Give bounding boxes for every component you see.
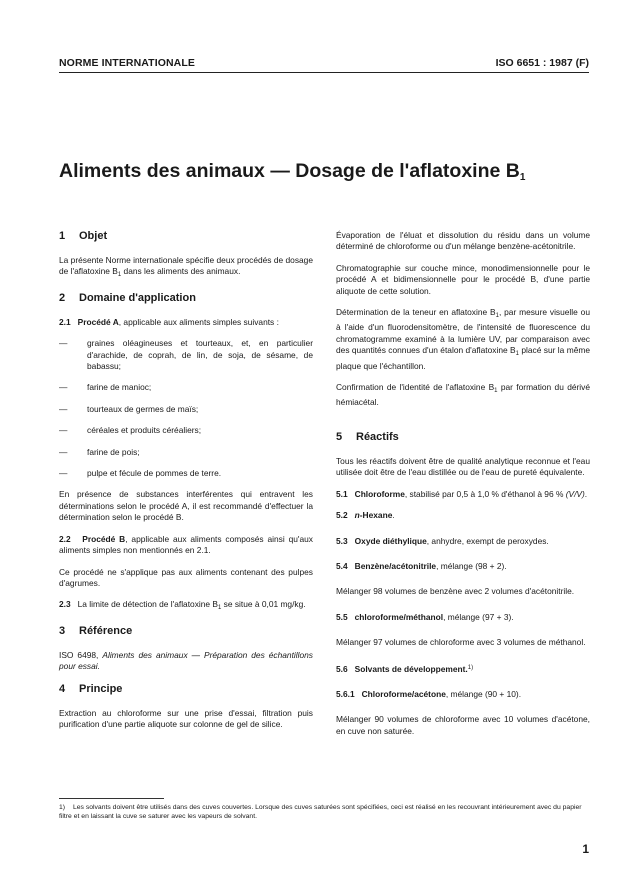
section-4-text: Extraction au chloroforme sur une prise d'essai, filtration puis purification d'une partie aliquote sur colonne de gel de silice. (59, 707, 313, 729)
reagent-5-6-1: 5.6.1 Chloroforme/acétone, mélange (90 + 10). (336, 688, 522, 699)
interference-note: En présence de substances interférentes qui entravent les déterminations selon le procédé A, il est recommandé d'effectuer la détermination selon le procédé B. (59, 489, 313, 523)
reagent-5-6: 5.6 Solvants de développement.$^{1)}$ (336, 663, 474, 674)
reagent-5-2: 5.2 n-Hexane. (336, 510, 395, 521)
clause-2-3: 2.3 La limite de détection de l'aflatoxine $B_1$ se situe à 0,01 mg/kg. (59, 599, 306, 612)
agrumes-note: Ce procédé ne s'applique pas aux aliments contenant des pulpes d'agrumes. (59, 566, 313, 588)
principle-evaporation: Évaporation de l'éluat et dissolution du résidu dans un volume déterminé de chloroforme ou d'un mélange benzène-acétonitrile. (336, 230, 590, 252)
section-1-text: La présente Norme internationale spécifie deux procédés de dosage de l'aflatoxine $B_1$ dans les aliments des animaux. (59, 255, 313, 279)
section-3-text: ISO 6498, Aliments des animaux — Préparation des échantillons pour essai. (59, 649, 313, 672)
left-column (59, 230, 313, 740)
header-standard-type: NORME INTERNATIONALE (59, 57, 195, 69)
principle-confirmation: Confirmation de l'identité de l'aflatoxine $B_1$ par formation du dérivé hémiacétal. (336, 382, 591, 408)
reagent-5-5-text: Mélanger 97 volumes de chloroforme avec 3 volumes de méthanol. (336, 637, 586, 648)
section-5-heading: 5 Réactifs (336, 430, 399, 443)
principle-determination: Détermination de la teneur en aflatoxine $B_1$, par mesure visuelle ou à l'aide d'un fluorodensitomètre, de l'intensité de fluorescence du chromatogramme examiné à la lumière UV, par comparaison avec des quantités connues d'un étalon d'aflatoxine $B_1$ placé sur la même plaque que l'échantillon. (336, 307, 590, 371)
section-3-heading: 3 Référence (59, 624, 133, 637)
reagent-5-6-1-text: Mélanger 90 volumes de chloroforme avec 10 volumes d'acétone, en cuve non saturée. (336, 714, 590, 736)
clause-2-1: 2.1 Procédé A, applicable aux aliments simples suivants : (59, 316, 279, 327)
section-4-heading: 4 Principe (59, 682, 123, 695)
document-title: Aliments des animaux — Dosage de l'aflatoxine $B_1$ (59, 160, 526, 183)
reagent-5-3: 5.3 Oxyde diéthylique, anhydre, exempt de peroxydes. (336, 535, 549, 546)
right-column (336, 230, 590, 747)
header-standard-number: ISO 6651 : 1987 (F) (495, 57, 589, 69)
list-item: — pulpe et fécule de pommes de terre. (59, 468, 222, 479)
reagent-5-4: 5.4 Benzène/acétonitrile, mélange (98 + 2). (336, 560, 507, 571)
list-item: — tourteaux de germes de maïs; (59, 403, 199, 414)
list-item: — graines oléagineuses et tourteaux, et, en particulier d'arachide, de coprah, de lin, de soja, de sésame, de babassu; (59, 338, 313, 372)
principle-chromatography: Chromatographie sur couche mince, monodimensionnelle pour le procédé A et bidimensionnelle pour le procédé B, d'une partie aliquote de cette solution. (336, 262, 590, 296)
footnote-rule (59, 798, 164, 799)
list-item: — céréales et produits céréaliers; (59, 425, 202, 436)
list-item: — farine de manioc; (59, 382, 152, 393)
reagent-5-1: 5.1 Chloroforme, stabilisé par 0,5 à 1,0 % d'éthanol à 96 % (V/V). (336, 488, 588, 499)
reagent-5-5: 5.5 chloroforme/méthanol, mélange (97 + 3). (336, 611, 514, 622)
clause-2-2: 2.2 Procédé B, applicable aux aliments composés ainsi qu'aux aliments simples non mentionnés en 2.1. (59, 533, 313, 556)
footnote: 1) Les solvants doivent être utilisés dans des cuves couvertes. Lorsque des cuves saturées sont spécifiées, ceci est réalisé en les recouvrant intérieurement avec du papier filtre et en laissant la cuve se saturer avec les vapeurs de solvant. (59, 804, 582, 820)
section-2-heading: 2 Domaine d'application (59, 291, 196, 304)
section-5-intro: Tous les réactifs doivent être de qualité analytique reconnue et l'eau utilisée doit être de l'eau distillée ou de l'eau de pureté équivalente. (336, 455, 590, 478)
section-1-heading: 1 Objet (59, 230, 108, 242)
reagent-5-4-text: Mélanger 98 volumes de benzène avec 2 volumes d'acétonitrile. (336, 586, 575, 597)
header-rule (59, 72, 589, 73)
list-item: — farine de pois; (59, 446, 140, 457)
page-number: 1 (582, 842, 589, 856)
